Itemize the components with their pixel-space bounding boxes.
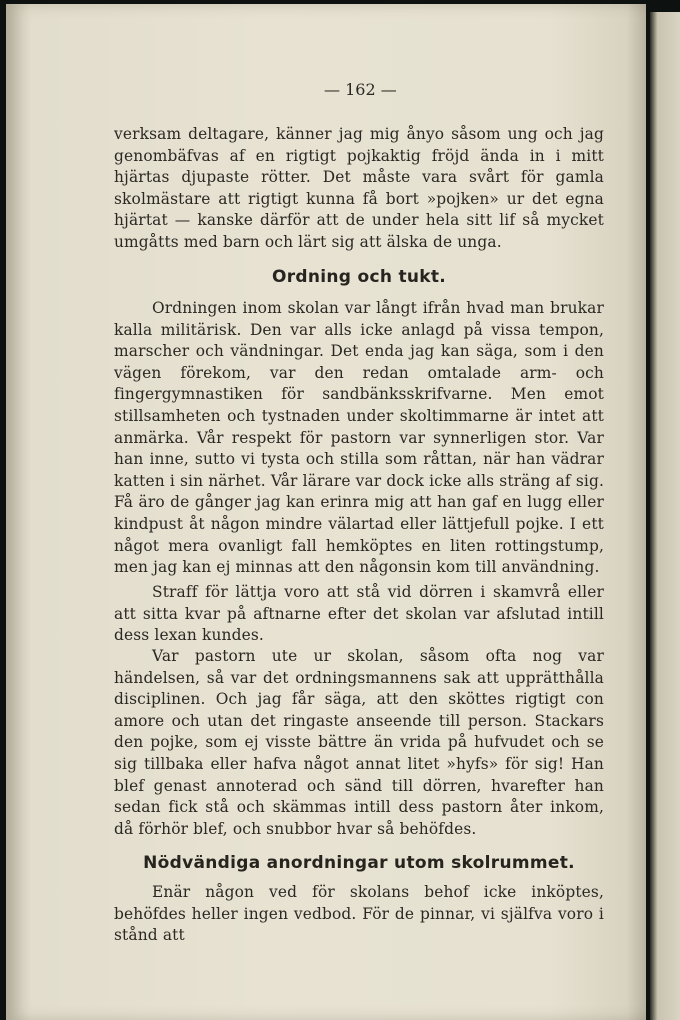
paragraph-straff: Straff för lättja voro att stå vid dörren i skamvrå eller att sitta kvar på aftnarne efter det skolan var afslutad intill dess lexan kundes. bbox=[114, 583, 604, 645]
paragraph-continued: verksam deltagare, känner jag mig ånyo såsom ung och jag genombäfvas af en rigtigt pojkaktig fröjd ända in i mitt hjärtas djupaste rötter. Det måste vara svårt för gamla skolmästare att rigtigt kunna få bort »pojken» ur det egna hjärtat — kanske därför att de under hela sitt lif så mycket umgåtts med barn och lärt sig att älska de unga. bbox=[114, 125, 604, 251]
paragraph-ordningen: Ordningen inom skolan var långt ifrån hvad man brukar kalla militärisk. Den var alls icke anlagd på vissa tempon, marscher och vändningar. Det enda jag kan säga, som i den vägen förekom, var den redan omtalade arm- och fingergymnastiken för sandbänksskrifvarne. Men emot stillsamheten och tystnaden under skoltimmarne är intet att anmärka. Vår respekt för pastorn var synnerligen stor. Var han inne, sutto vi tysta och stilla som råttan, när han vädrar katten i sin närhet. Vår lärare var dock icke alls sträng af sig. Få äro de gånger jag kan erinra mig att han gaf en lugg eller kindpust åt någon mindre välartad eller lättjefull pojke. I ett något mera ovanligt fall hemköptes en liten rottingstump, men jag kan ej minnas att den någonsin kom till användning. bbox=[114, 299, 604, 577]
book-page bbox=[6, 4, 646, 1020]
page-number: — 162 — bbox=[324, 80, 397, 99]
section-heading-ordning: Ordning och tukt. bbox=[271, 267, 447, 287]
section-heading-anordningar: Nödvändiga anordningar utom skolrummet. bbox=[143, 853, 575, 873]
adjacent-page-edge bbox=[650, 12, 680, 1020]
paragraph-pastorn: Var pastorn ute ur skolan, såsom ofta nog var händelsen, så var det ordningsmannens sak att upprätthålla disciplinen. Och jag får säga, att den sköttes rigtigt con amore och utan det ringaste anseende till person. Stackars den pojke, som ej visste bättre än vrida på hufvudet och se sig tillbaka eller hafva något annat litet »hyfs» för sig! Han blef genast annoterad och sänd till dörren, hvarefter han sedan fick stå och skämmas intill dess pastorn åter inkom, då förhör blef, och snubbor hvar så behöfdes. bbox=[114, 647, 604, 838]
paragraph-ved: Enär någon ved för skolans behof icke inköptes, behöfdes heller ingen vedbod. För de pinnar, vi själfva voro i stånd att bbox=[114, 883, 604, 945]
